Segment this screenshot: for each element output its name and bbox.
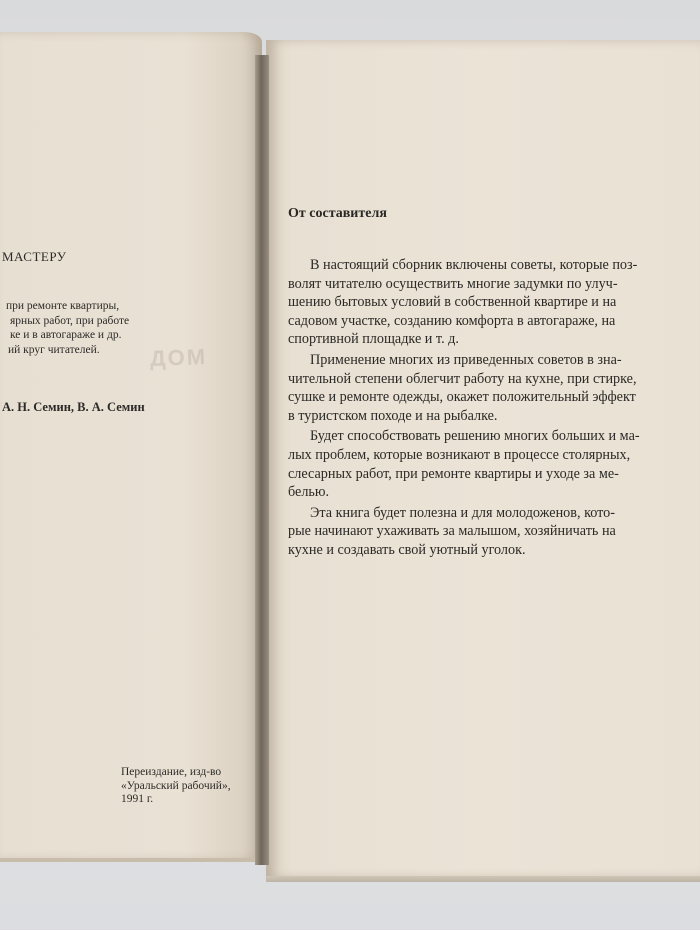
description-line: ке и в автогараже и др. (10, 329, 122, 341)
text-line: кухне и создавать свой уютный уголок. (288, 541, 526, 558)
book-gutter (255, 55, 269, 865)
imprint-line: 1991 г. (121, 793, 154, 805)
description-line: при ремонте квартиры, (6, 300, 120, 312)
imprint (121, 766, 231, 807)
text-line: слесарных работ, при ремонте квартиры и уходе за ме- (288, 465, 619, 482)
book-description (2, 299, 129, 357)
description-line: ий круг читателей. (8, 343, 100, 356)
authors: А. Н. Семин, В. А. Семин (2, 400, 145, 414)
text-line: В настоящий сборник включены советы, которые поз- (310, 257, 638, 273)
paragraph (288, 504, 694, 560)
left-page (0, 32, 262, 860)
paragraph (288, 351, 694, 425)
description-line: ярных работ, при работе (10, 314, 130, 327)
text-line: спортивной площадке и т. д. (288, 331, 459, 348)
imprint-line: Переиздание, изд-во (121, 766, 222, 778)
text-line: рые начинают ухаживать за малышом, хозяйничать на (288, 523, 616, 540)
text-line: садовом участке, созданию комфорта в автогараже, на (288, 312, 616, 329)
preface-body (288, 256, 694, 562)
text-line: сушке и ремонте одежды, окажет положительный эффект (288, 389, 636, 406)
text-line: Применение многих из приведенных советов в зна- (310, 351, 622, 368)
imprint-line: «Уральский рабочий», (121, 779, 231, 792)
text-line: в туристском походе и на рыбалке. (288, 407, 498, 424)
text-line: шению бытовых условий в собственной квартире и на (288, 294, 617, 311)
text-line: белью. (288, 484, 330, 501)
section-heading: От составителя (288, 206, 387, 221)
series-title: МАСТЕРУ (2, 249, 67, 264)
text-line: волят читателю осуществить многие задумки по улуч- (288, 275, 618, 292)
left-page-edge (0, 858, 262, 862)
right-page-edge (266, 876, 700, 882)
bleed-through-text: ДОМ (149, 344, 208, 371)
paragraph (288, 427, 694, 501)
text-line: чительной степени облегчит работу на кухне, при стирке, (288, 370, 637, 387)
paragraph (288, 256, 694, 349)
text-line: Будет способствовать решению многих больших и ма- (310, 428, 640, 445)
text-line: Эта книга будет полезна и для молодоженов, кото- (310, 504, 615, 521)
text-line: лых проблем, которые возникают в процессе столярных, (288, 446, 631, 463)
